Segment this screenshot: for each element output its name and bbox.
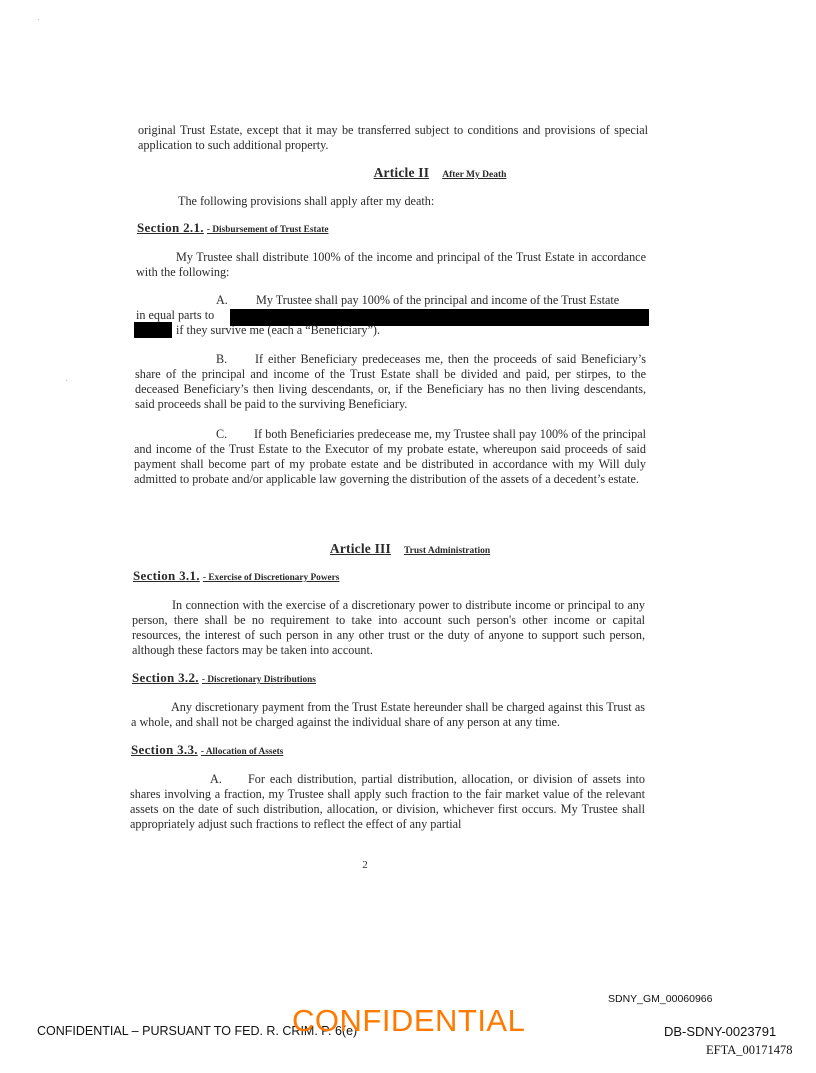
section-2-1-item-a-label: A.: [216, 293, 228, 307]
section-2-1-number: Section 2.1.: [137, 220, 204, 235]
section-3-2-title: - Discretionary Distributions: [201, 675, 316, 685]
section-2-1-item-a-line2: in equal parts to: [136, 308, 215, 322]
article-2-heading: [300, 165, 580, 181]
article-2-lead: The following provisions shall apply after my death:: [178, 194, 435, 208]
section-3-2-number: Section 3.2.: [132, 670, 199, 685]
article-3-heading: [280, 541, 540, 557]
scan-speck: [66, 380, 67, 381]
bates-number-top: SDNY_GM_00060966: [608, 993, 713, 1005]
section-3-2-heading: [132, 670, 316, 686]
efta-number: EFTA_00171478: [706, 1043, 793, 1057]
article-3-subtitle: Trust Administration: [403, 546, 491, 556]
section-3-3-number: Section 3.3.: [131, 742, 198, 757]
section-3-2-paragraph: Any discretionary payment from the Trust Estate hereunder shall be charged against this Trust as a whole, and shall not be charged against the individual share of any person at any time.: [131, 700, 645, 729]
confidential-stamp: CONFIDENTIAL: [292, 1003, 526, 1038]
redaction-bar: [134, 322, 172, 338]
section-2-1-item-a-line1: My Trustee shall pay 100% of the principal and income of the Trust Estate: [256, 293, 620, 307]
bates-number-right: DB-SDNY-0023791: [664, 1024, 777, 1039]
intro-paragraph: original Trust Estate, except that it may be transferred subject to conditions and provisions of special application to such additional property.: [138, 123, 648, 152]
article-2-subtitle: After My Death: [442, 170, 507, 180]
section-2-1-item-b-label: B.: [216, 352, 228, 366]
section-3-3-title: - Allocation of Assets: [200, 747, 284, 757]
section-3-3-item-a: For each distribution, partial distribution, allocation, or division of assets into shares involving a fraction, my Trustee shall apply such fraction to the fair market value of the relevant assets on the date of such distribution, allocation, or division, whichever first occurs. My Trustee shall appropriately adjust such fractions to reflect the effect of any partial: [130, 772, 645, 831]
section-2-1-item-c: If both Beneficiaries predecease me, my Trustee shall pay 100% of the principal and income of the Trust Estate to the Executor of my probate estate, whereupon said proceeds of said payment shall become part of my probate estate and be distributed in accordance with my Will duly admitted to probate and/or applicable law governing the distribution of the assets of a decedent’s estate.: [134, 427, 646, 486]
section-3-1-heading: [133, 568, 339, 584]
section-2-1-item-c-label: C.: [216, 427, 228, 441]
section-2-1-item-a-line3: if they survive me (each a “Beneficiary”).: [176, 323, 381, 337]
section-3-3-item-a-label: A.: [210, 772, 222, 786]
section-2-1-title: - Disbursement of Trust Estate: [206, 225, 329, 235]
section-3-3-heading: [131, 742, 283, 758]
section-2-1-item-b: If either Beneficiary predeceases me, then the proceeds of said Beneficiary’s share of the principal and income of the Trust Estate shall be divided and paid, per stirpes, to the deceased Beneficiary’s then living descendants, or, if the Beneficiary has no then living descendants, said proceeds shall be paid to the surviving Beneficiary.: [135, 352, 646, 411]
article-3-title: Article III: [329, 541, 391, 556]
scan-speck: [38, 19, 39, 20]
section-2-1-heading: [137, 220, 328, 236]
confidential-notice: CONFIDENTIAL – PURSUANT TO FED. R. CRIM. P. 6(e): [37, 1024, 358, 1038]
article-2-title: Article II: [373, 165, 430, 180]
section-2-1-paragraph: My Trustee shall distribute 100% of the income and principal of the Trust Estate in accordance with the following:: [136, 250, 646, 279]
section-3-1-title: - Exercise of Discretionary Powers: [202, 573, 340, 583]
page-number: 2: [362, 859, 368, 871]
section-3-1-paragraph: In connection with the exercise of a discretionary power to distribute income or principal to any person, there shall be no requirement to take into account such person's other income or capital resources, the interest of such person in any other trust or the duty of anyone to support such person, although these factors may be taken into account.: [132, 598, 645, 657]
section-3-1-number: Section 3.1.: [133, 568, 200, 583]
